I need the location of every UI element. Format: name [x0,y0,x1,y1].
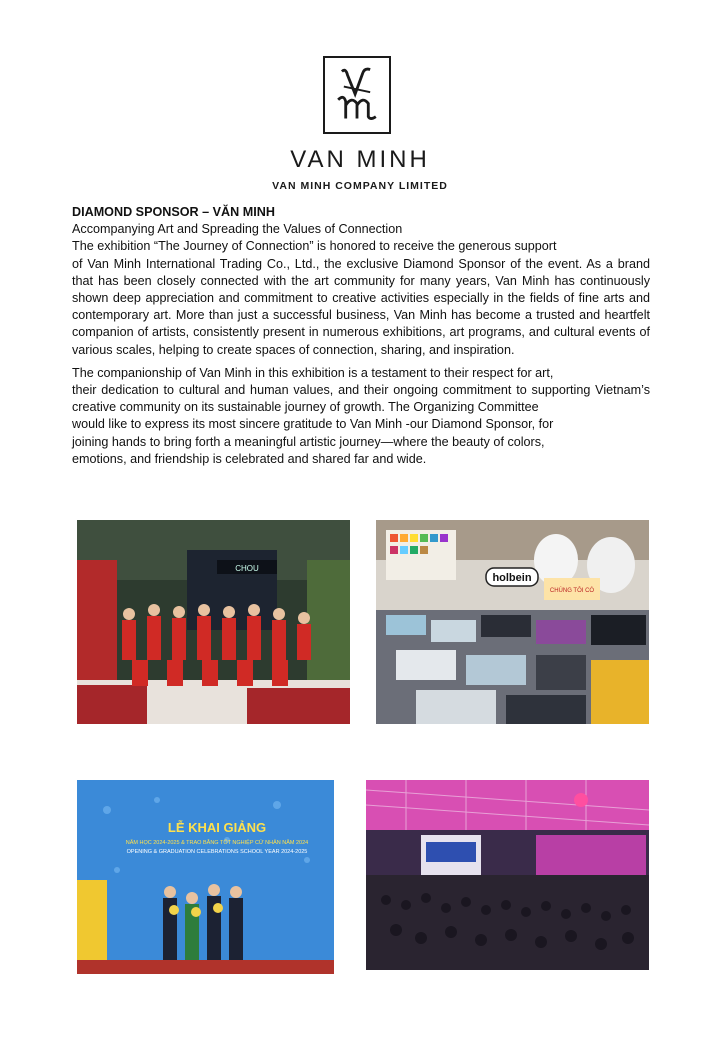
banner-subtitle-1: NĂM HỌC 2024-2025 & TRAO BẰNG TỐT NGHIỆP CỬ NHÂN NĂM 2024 [125,840,309,846]
promo-sign: CHÚNG TÔI CÓ [549,588,595,594]
vm-monogram-icon [325,58,389,132]
photo-auditorium [366,780,649,970]
venue-sign: CHOU [235,564,259,573]
article-heading: DIAMOND SPONSOR – VĂN MINH [72,205,275,219]
holbein-logo: holbein [492,572,532,584]
paragraph-2-line-5: joining hands to bring forth a meaningful artistic journey—where the beauty of colors, [72,434,545,449]
banner-subtitle-2: OPENING & GRADUATION CELEBRATIONS SCHOOL YEAR 2024-2025 [126,849,308,855]
article-body [72,204,650,468]
photo-art-supplies [376,520,649,724]
article-subtitle: Accompanying Art and Spreading the Values of Connection [72,222,403,237]
brand-name: VAN MINH [290,146,430,173]
company-name: VAN MINH COMPANY LIMITED [272,180,448,192]
paragraph-2-line-1: The companionship of Van Minh in this exhibition is a testament to their respect for art, [72,365,554,380]
article-intro: The exhibition “The Journey of Connection” is honored to receive the generous support [72,239,557,254]
paragraph-2-line-6: emotions, and friendship is celebrated and shared far and wide. [72,451,427,466]
company-logo [323,56,391,134]
paragraph-2-body: their dedication to cultural and human values, and their ongoing commitment to supporting Vietnam’s creative community on its sustainable journey of growth. The Organizing Committee [72,383,650,415]
paragraph-2-line-4: would like to express its most sincere gratitude to Van Minh -our Diamond Sponsor, for [72,417,554,432]
photo-opening-ceremony [77,780,334,974]
paragraph-1: of Van Minh International Trading Co., Ltd., the exclusive Diamond Sponsor of the event. As a brand that has been closely connected with the art community for many years, Van Minh has continuously shown deep appreciation and commitment to creative activities especially in the fields of fine arts and contemporary art. More than just a successful business, Van Minh has become a trusted and heartfelt companion of artists, consistently present in numerous exhibitions, art programs, and cultural events of various scales, helping to create spaces of connection, sharing, and inspiration. [72,256,650,357]
photo-group-artists [77,520,350,724]
banner-title: LỄ KHAI GIẢNG [167,820,267,835]
